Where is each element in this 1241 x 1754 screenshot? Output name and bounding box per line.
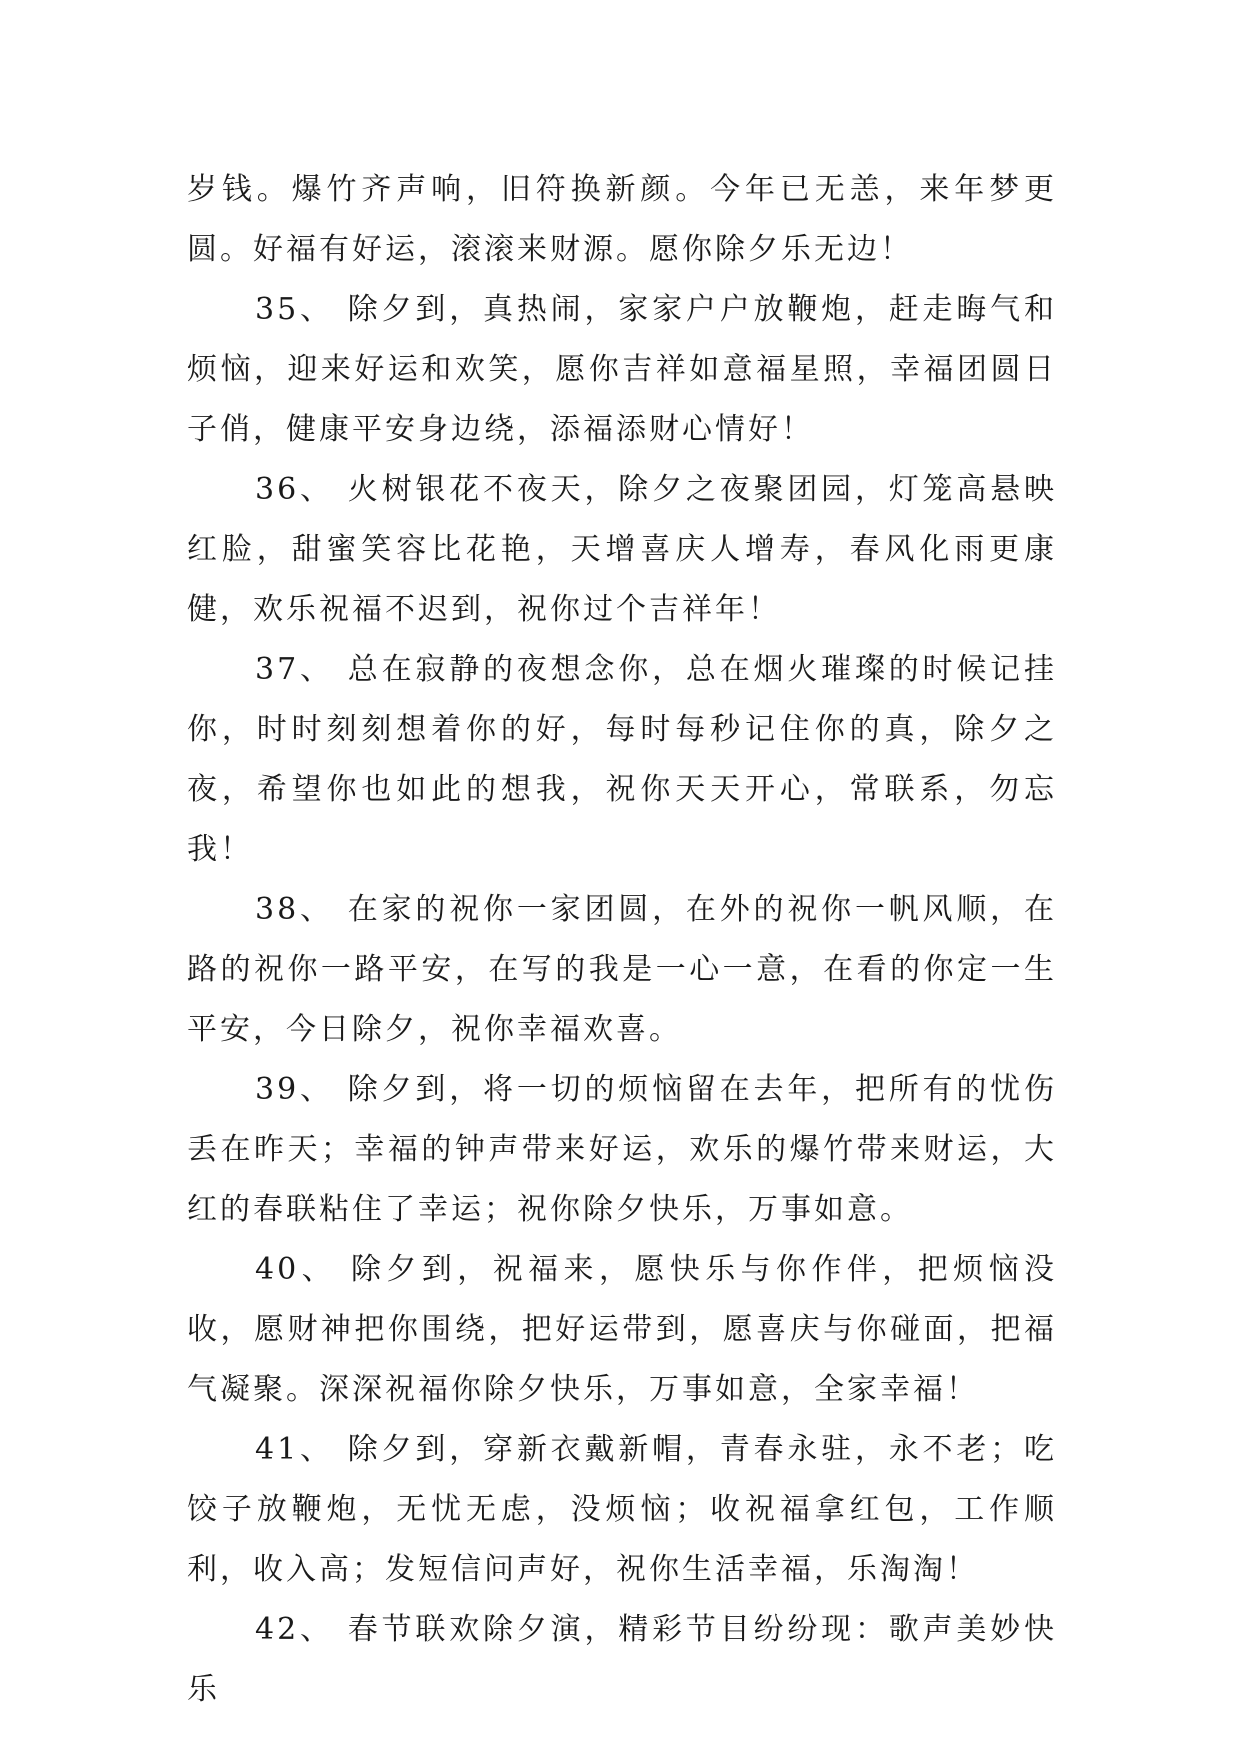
- paragraph-text: 总在寂静的夜想念你，总在烟火璀璨的时候记挂你，时时刻刻想着你的好，每时每秒记住你的真，除夕之夜，希望你也如此的想我，祝你天天开心，常联系，勿忘我！: [187, 652, 1057, 867]
- paragraph-number: 41、: [255, 1432, 334, 1467]
- paragraph-number: 39、: [255, 1072, 334, 1107]
- paragraph-text: 除夕到，祝福来，愿快乐与你作伴，把烦恼没收，愿财神把你围绕，把好运带到，愿喜庆与你碰面，把福气凝聚。深深祝福你除夕快乐，万事如意，全家幸福！: [187, 1252, 1057, 1407]
- paragraph-number: 38、: [255, 892, 334, 927]
- paragraph-number: 36、: [255, 472, 334, 507]
- paragraph-40: [187, 1240, 1057, 1420]
- paragraph-36: [187, 460, 1057, 640]
- paragraph-38: [187, 880, 1057, 1060]
- paragraph-text: 火树银花不夜天，除夕之夜聚团园，灯笼高悬映红脸，甜蜜笑容比花艳，天增喜庆人增寿，春风化雨更康健，欢乐祝福不迟到，祝你过个吉祥年！: [187, 472, 1057, 627]
- paragraph-42: [187, 1600, 1057, 1720]
- paragraph-text: 除夕到，穿新衣戴新帽，青春永驻，永不老；吃饺子放鞭炮，无忧无虑，没烦恼；收祝福拿红包，工作顺利，收入高；发短信问声好，祝你生活幸福，乐淘淘！: [187, 1432, 1057, 1587]
- paragraph-text: 除夕到，真热闹，家家户户放鞭炮，赶走晦气和烦恼，迎来好运和欢笑，愿你吉祥如意福星照，幸福团圆日子俏，健康平安身边绕，添福添财心情好！: [187, 292, 1057, 447]
- paragraph-number: 40、: [255, 1252, 338, 1287]
- paragraph-text: 在家的祝你一家团圆，在外的祝你一帆风顺，在路的祝你一路平安，在写的我是一心一意，在看的你定一生平安，今日除夕，祝你幸福欢喜。: [187, 892, 1057, 1047]
- paragraph-39: [187, 1060, 1057, 1240]
- document-body: [187, 160, 1057, 1720]
- paragraph-37: [187, 640, 1057, 880]
- paragraph-number: 37、: [255, 652, 334, 687]
- paragraph-number: 35、: [255, 292, 334, 327]
- paragraph-continuation: [187, 160, 1057, 280]
- paragraph-35: [187, 280, 1057, 460]
- paragraph-text: 春节联欢除夕演，精彩节目纷纷现：歌声美妙快乐: [187, 1612, 1057, 1707]
- paragraph-number: 42、: [255, 1612, 334, 1647]
- paragraph-text: 除夕到，将一切的烦恼留在去年，把所有的忧伤丢在昨天；幸福的钟声带来好运，欢乐的爆竹带来财运，大红的春联粘住了幸运；祝你除夕快乐，万事如意。: [187, 1072, 1057, 1227]
- paragraph-41: [187, 1420, 1057, 1600]
- paragraph-text: 岁钱。爆竹齐声响，旧符换新颜。今年已无恙，来年梦更圆。好福有好运，滚滚来财源。愿你除夕乐无边！: [187, 172, 1057, 267]
